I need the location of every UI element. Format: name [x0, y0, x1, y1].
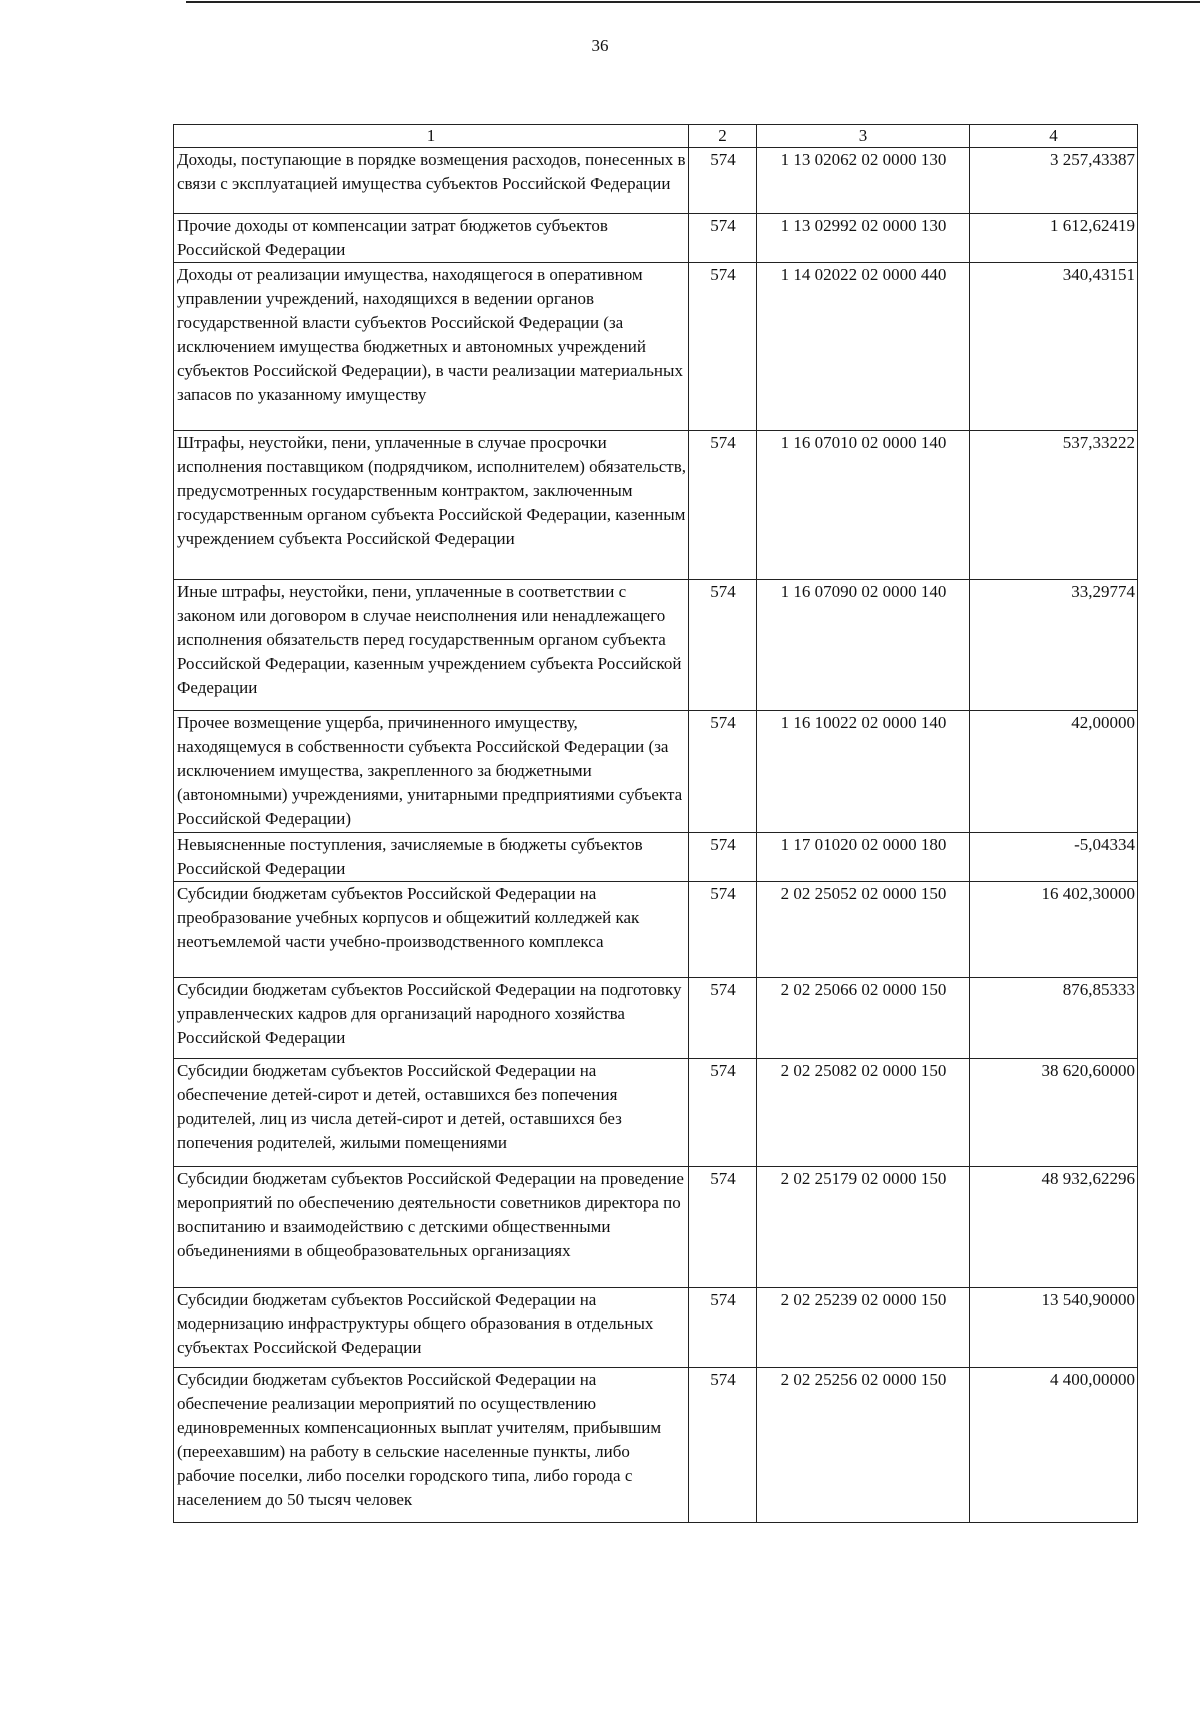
table-header-row	[174, 125, 1138, 148]
table-row	[174, 580, 1138, 711]
revenue-description: Доходы от реализации имущества, находящегося в оперативном управлении учреждений, находящихся в ведении органов государственной власти субъектов Российской Федерации (за исключением имущества бюджетных и автономных учреждений субъектов Российской Федерации), в части реализации материальных запасов по указанному имуществу	[174, 263, 689, 431]
administrator-code: 574	[689, 711, 757, 833]
revenue-description: Субсидии бюджетам субъектов Российской Федерации на подготовку управленческих кадров для организаций народного хозяйства Российской Федерации	[174, 978, 689, 1059]
budget-revenue-table	[173, 124, 1138, 1523]
budget-classification-code: 1 16 10022 02 0000 140	[757, 711, 970, 833]
budget-classification-code: 1 13 02062 02 0000 130	[757, 148, 970, 214]
column-header-1: 1	[174, 125, 689, 148]
column-header-4: 4	[970, 125, 1138, 148]
table-row	[174, 263, 1138, 431]
table-row	[174, 1167, 1138, 1288]
table-row	[174, 882, 1138, 978]
amount-value: 42,00000	[970, 711, 1138, 833]
budget-classification-code: 2 02 25256 02 0000 150	[757, 1368, 970, 1523]
amount-value: 1 612,62419	[970, 214, 1138, 263]
revenue-description: Субсидии бюджетам субъектов Российской Федерации на проведение мероприятий по обеспечению деятельности советников директора по воспитанию и взаимодействию с детскими общественными объединениями в общеобразовательных организациях	[174, 1167, 689, 1288]
revenue-description: Субсидии бюджетам субъектов Российской Федерации на обеспечение детей-сирот и детей, оставшихся без попечения родителей, лиц из числа детей-сирот и детей, оставшихся без попечения родителей, жилыми помещениями	[174, 1059, 689, 1167]
table-row	[174, 1288, 1138, 1368]
administrator-code: 574	[689, 580, 757, 711]
table-row	[174, 431, 1138, 580]
table-row	[174, 978, 1138, 1059]
table-row	[174, 1059, 1138, 1167]
revenue-description: Субсидии бюджетам субъектов Российской Федерации на обеспечение реализации мероприятий по осуществлению единовременных компенсационных выплат учителям, прибывшим (переехавшим) на работу в сельские населенные пункты, либо рабочие поселки, либо поселки городского типа, либо города с населением до 50 тысяч человек	[174, 1368, 689, 1523]
budget-classification-code: 1 13 02992 02 0000 130	[757, 214, 970, 263]
administrator-code: 574	[689, 1368, 757, 1523]
revenue-description: Невыясненные поступления, зачисляемые в бюджеты субъектов Российской Федерации	[174, 833, 689, 882]
budget-classification-code: 1 14 02022 02 0000 440	[757, 263, 970, 431]
table-row	[174, 1368, 1138, 1523]
administrator-code: 574	[689, 1167, 757, 1288]
amount-value: 3 257,43387	[970, 148, 1138, 214]
amount-value: 38 620,60000	[970, 1059, 1138, 1167]
revenue-description: Субсидии бюджетам субъектов Российской Федерации на преобразование учебных корпусов и общежитий колледжей как неотъемлемой части учебно-производственного комплекса	[174, 882, 689, 978]
administrator-code: 574	[689, 833, 757, 882]
revenue-description: Прочее возмещение ущерба, причиненного имуществу, находящемуся в собственности субъекта Российской Федерации (за исключением имущества, закрепленного за бюджетными (автономными) учреждениями, унитарными предприятиями субъекта Российской Федерации)	[174, 711, 689, 833]
table-row	[174, 833, 1138, 882]
column-header-3: 3	[757, 125, 970, 148]
table-row	[174, 711, 1138, 833]
amount-value: 13 540,90000	[970, 1288, 1138, 1368]
revenue-description: Прочие доходы от компенсации затрат бюджетов субъектов Российской Федерации	[174, 214, 689, 263]
revenue-description: Доходы, поступающие в порядке возмещения расходов, понесенных в связи с эксплуатацией имущества субъектов Российской Федерации	[174, 148, 689, 214]
budget-classification-code: 2 02 25052 02 0000 150	[757, 882, 970, 978]
budget-classification-code: 1 16 07010 02 0000 140	[757, 431, 970, 580]
budget-classification-code: 1 17 01020 02 0000 180	[757, 833, 970, 882]
table-row	[174, 214, 1138, 263]
administrator-code: 574	[689, 263, 757, 431]
amount-value: 33,29774	[970, 580, 1138, 711]
administrator-code: 574	[689, 1288, 757, 1368]
budget-classification-code: 1 16 07090 02 0000 140	[757, 580, 970, 711]
page-number: 36	[591, 36, 609, 55]
administrator-code: 574	[689, 882, 757, 978]
revenue-description: Штрафы, неустойки, пени, уплаченные в случае просрочки исполнения поставщиком (подрядчиком, исполнителем) обязательств, предусмотренных государственным контрактом, заключенным государственным органом субъекта Российской Федерации, казенным учреждением субъекта Российской Федерации	[174, 431, 689, 580]
administrator-code: 574	[689, 431, 757, 580]
administrator-code: 574	[689, 1059, 757, 1167]
amount-value: 340,43151	[970, 263, 1138, 431]
amount-value: 537,33222	[970, 431, 1138, 580]
amount-value: 48 932,62296	[970, 1167, 1138, 1288]
administrator-code: 574	[689, 978, 757, 1059]
top-border-line	[186, 1, 1200, 3]
amount-value: 4 400,00000	[970, 1368, 1138, 1523]
budget-classification-code: 2 02 25239 02 0000 150	[757, 1288, 970, 1368]
amount-value: 876,85333	[970, 978, 1138, 1059]
amount-value: 16 402,30000	[970, 882, 1138, 978]
revenue-description: Субсидии бюджетам субъектов Российской Федерации на модернизацию инфраструктуры общего образования в отдельных субъектах Российской Федерации	[174, 1288, 689, 1368]
column-header-2: 2	[689, 125, 757, 148]
administrator-code: 574	[689, 148, 757, 214]
amount-value: -5,04334	[970, 833, 1138, 882]
administrator-code: 574	[689, 214, 757, 263]
revenue-description: Иные штрафы, неустойки, пени, уплаченные в соответствии с законом или договором в случае неисполнения или ненадлежащего исполнения обязательств перед государственным органом субъекта Российской Федерации, казенным учреждением субъекта Российской Федерации	[174, 580, 689, 711]
budget-classification-code: 2 02 25066 02 0000 150	[757, 978, 970, 1059]
budget-classification-code: 2 02 25082 02 0000 150	[757, 1059, 970, 1167]
budget-classification-code: 2 02 25179 02 0000 150	[757, 1167, 970, 1288]
table-row	[174, 148, 1138, 214]
